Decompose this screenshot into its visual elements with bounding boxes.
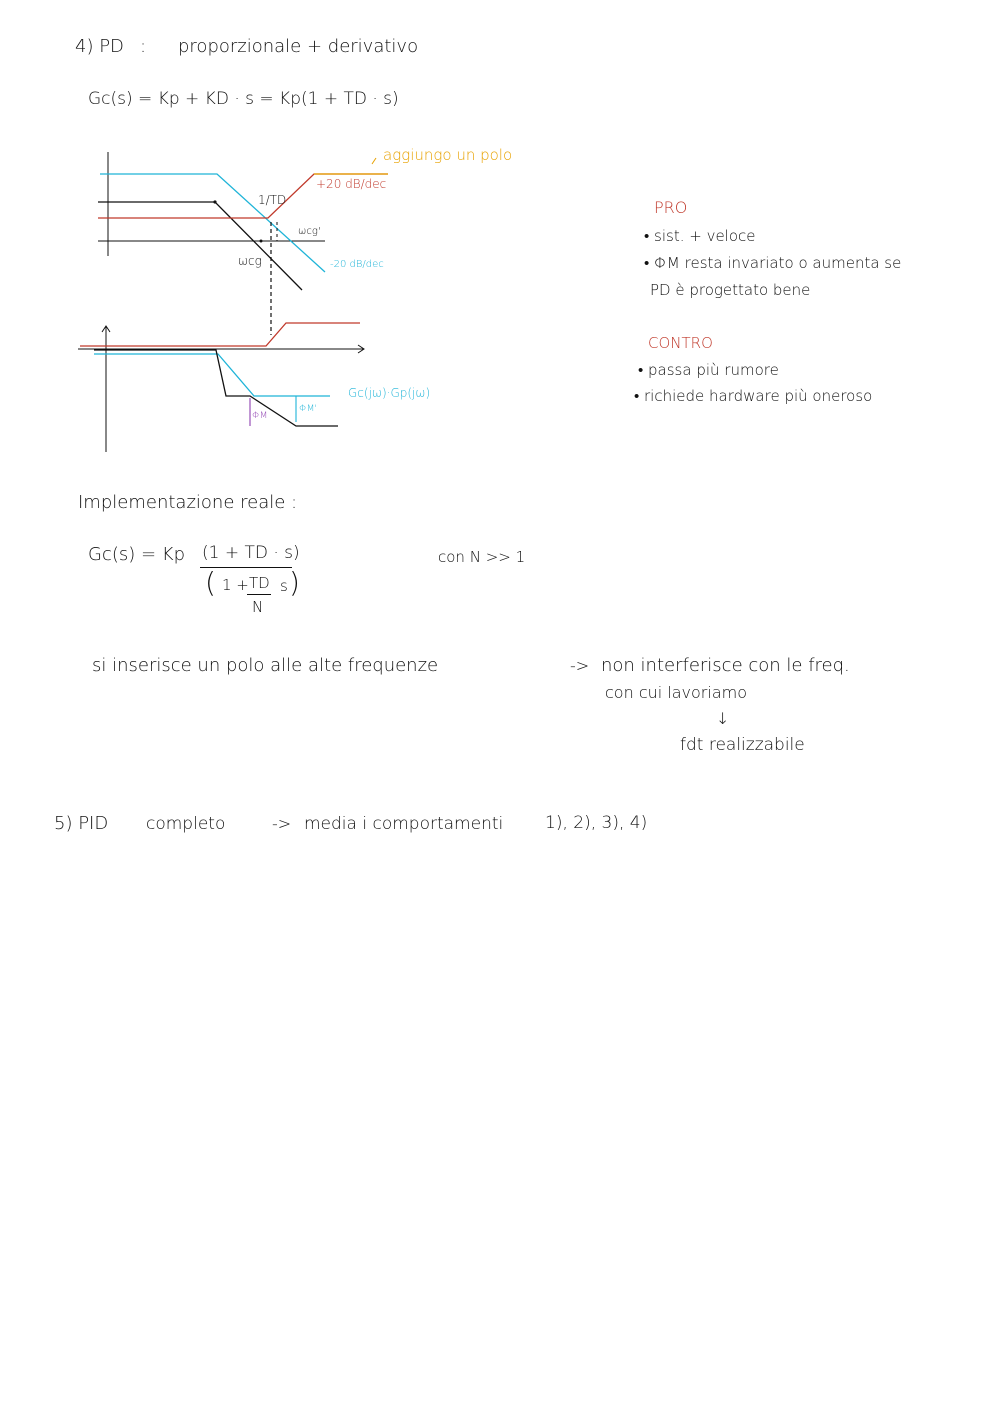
- impl-formula-lhs: Gc(s) = Kp: [88, 544, 186, 565]
- phase-margin-prime-label: ΦM': [299, 404, 317, 414]
- section-4-title: proporzionale + derivativo: [178, 36, 419, 57]
- section-5-title: completo: [146, 814, 226, 834]
- contro-item-hardware: • richiede hardware più oneroso: [634, 387, 873, 405]
- impl-condition: con N >> 1: [438, 548, 526, 566]
- pro-item-margin: • ΦM resta invariato o aumenta se: [644, 254, 902, 272]
- corner-frequency-label: 1/TD: [258, 193, 287, 207]
- crossover-label: ωcg: [238, 254, 262, 268]
- down-arrow: ↓: [716, 709, 730, 728]
- pd-transfer-function: Gc(s) = Kp + KD · s = Kp(1 + TD · s): [88, 89, 399, 109]
- den-inner-fraction-line: [247, 594, 271, 595]
- section-5-arrow: ->: [272, 814, 292, 833]
- implementation-title: Implementazione reale :: [78, 492, 298, 513]
- impl-numerator: (1 + TD · s): [202, 543, 300, 563]
- slope-down-label: -20 dB/dec: [330, 259, 384, 270]
- phase-margin-label: ΦM: [252, 411, 268, 421]
- open-loop-label: Gc(jω)·Gp(jω): [348, 386, 431, 400]
- impl-den-s: s: [280, 577, 288, 595]
- den-open-paren: (: [205, 566, 216, 599]
- crossover-prime-label: ωcg': [298, 226, 321, 237]
- pole-annotation: aggiungo un polo: [383, 146, 513, 164]
- impl-result-1: non interferisce con le freq.: [601, 655, 850, 676]
- section-5-refs: 1), 2), 3), 4): [545, 813, 648, 833]
- impl-arrow: ->: [570, 656, 590, 675]
- contro-title: CONTRO: [648, 334, 713, 352]
- bode-sketch: [70, 140, 470, 460]
- contro-item-noise: • passa più rumore: [638, 361, 779, 379]
- impl-explanation: si inserisce un polo alle alte frequenze: [92, 655, 439, 676]
- pro-item-faster: • sist. + veloce: [644, 227, 756, 245]
- den-close-paren: ): [289, 566, 300, 599]
- controller-phase-line: [80, 323, 360, 346]
- impl-den-td: TD: [249, 574, 270, 592]
- process-phase-line: [94, 354, 330, 396]
- impl-result-3: fdt realizzabile: [680, 735, 805, 755]
- impl-result-2: con cui lavoriamo: [605, 683, 747, 702]
- section-5-text: media i comportamenti: [304, 814, 504, 834]
- pro-title: PRO: [654, 198, 688, 217]
- section-5-heading: 5) PID: [54, 813, 109, 834]
- section-4-colon: :: [140, 36, 147, 57]
- impl-den-one: 1 +: [222, 576, 249, 594]
- section-4-heading: 4) PD: [75, 36, 124, 57]
- slope-up-label: +20 dB/dec: [316, 177, 387, 191]
- black-phase-line: [94, 350, 338, 426]
- impl-den-n: N: [252, 598, 264, 616]
- process-magnitude-line: [100, 174, 325, 272]
- pro-item-margin-cont: PD è progettato bene: [650, 281, 811, 299]
